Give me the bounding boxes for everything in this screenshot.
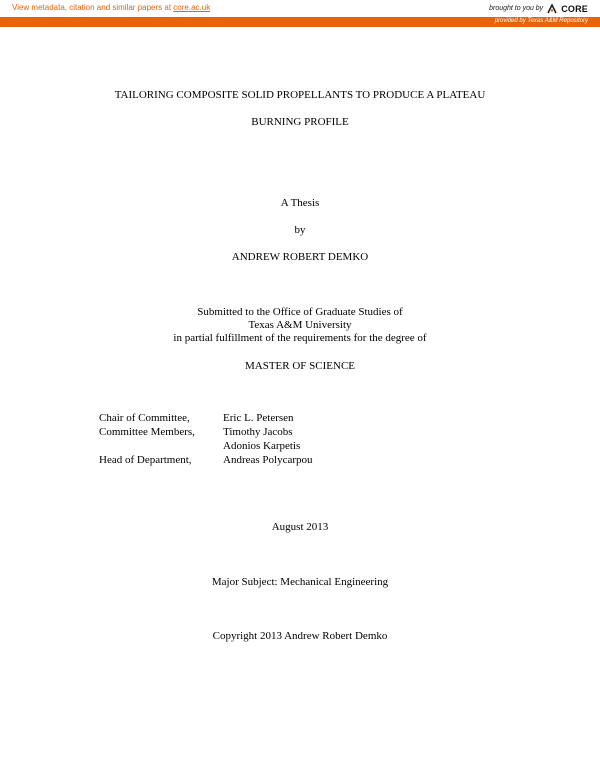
committee-member-name: Eric L. Petersen xyxy=(223,412,294,424)
copyright-notice: Copyright 2013 Andrew Robert Demko xyxy=(212,630,388,642)
committee-row xyxy=(99,426,359,440)
core-logo-icon xyxy=(546,3,558,15)
committee-list xyxy=(99,412,359,468)
committee-row xyxy=(99,454,359,468)
degree-name: MASTER OF SCIENCE xyxy=(244,360,356,372)
submission-line-2: Texas A&M University xyxy=(248,319,352,331)
core-ac-uk-link[interactable]: core.ac.uk xyxy=(173,3,211,12)
submission-date: August 2013 xyxy=(271,521,329,533)
core-logo-text: CORE xyxy=(561,3,588,14)
committee-role: Committee Members, xyxy=(99,426,195,438)
major-subject: Major Subject: Mechanical Engineering xyxy=(211,576,389,588)
document-type: A Thesis xyxy=(280,197,320,209)
committee-role: Chair of Committee, xyxy=(99,412,190,424)
core-brand[interactable] xyxy=(489,2,588,15)
metadata-notice xyxy=(12,3,210,12)
provided-by-text[interactable]: provided by Texas A&M Repository xyxy=(494,18,588,24)
author-name: ANDREW ROBERT DEMKO xyxy=(231,251,369,263)
submission-line-1: Submitted to the Office of Graduate Studies of xyxy=(197,306,403,318)
core-provider-strip xyxy=(0,17,600,27)
committee-member-name: Adonios Karpetis xyxy=(223,440,301,452)
committee-member-name: Timothy Jacobs xyxy=(223,426,293,438)
submission-line-3: in partial fulfillment of the requirements for the degree of xyxy=(173,332,427,344)
thesis-title-line-1: TAILORING COMPOSITE SOLID PROPELLANTS TO PRODUCE A PLATEAU xyxy=(114,89,486,101)
committee-member-name: Andreas Polycarpou xyxy=(223,454,313,466)
committee-row xyxy=(99,412,359,426)
thesis-title-line-2: BURNING PROFILE xyxy=(251,116,349,128)
by-label: by xyxy=(294,224,306,236)
metadata-text: View metadata, citation and similar papers at xyxy=(12,3,174,12)
core-banner xyxy=(0,0,600,17)
committee-row xyxy=(99,440,359,454)
committee-role: Head of Department, xyxy=(99,454,192,466)
brought-to-you-text: brought to you by xyxy=(489,5,544,12)
